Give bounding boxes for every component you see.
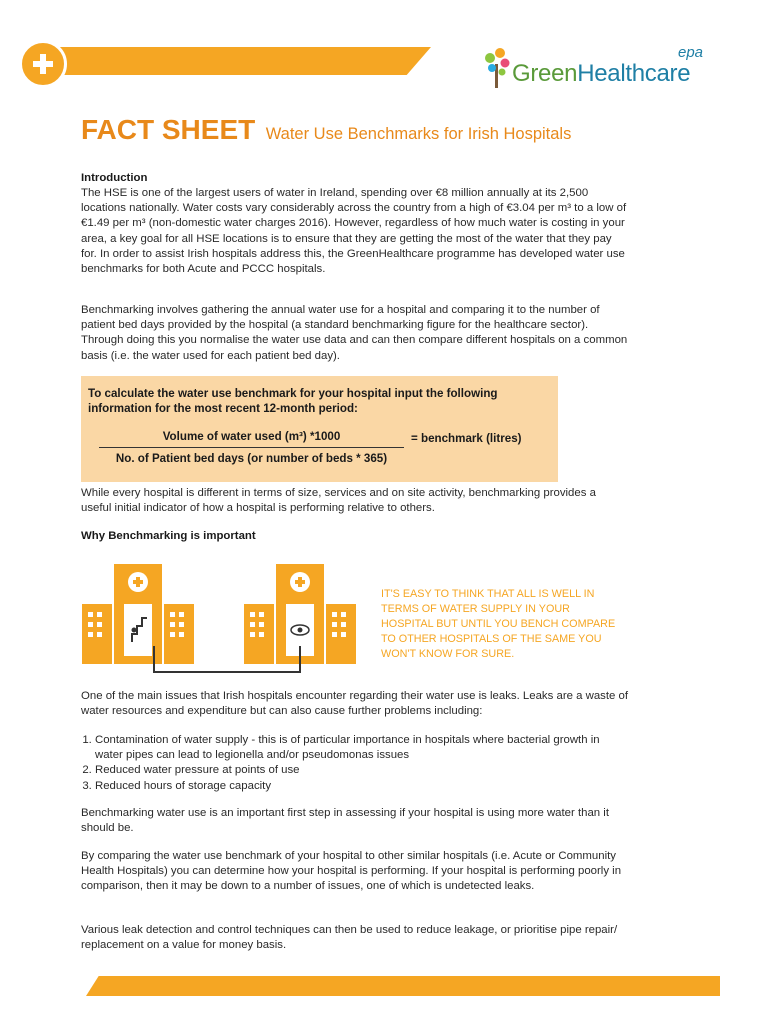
list-item: 2. Reduced water pressure at points of use (95, 763, 629, 778)
logo-wordmark: GreenHealthcare (512, 60, 691, 87)
compare-paragraph: By comparing the water use benchmark of your hospital to other similar hospitals (i.e. Acute or Community Health Hospitals) you can determine how your hospital is performing. If your hospital is performing poorly in comparison, then it may be down to a number of issues, one of which is undetected leaks. (81, 850, 622, 893)
medical-plus-icon (19, 40, 67, 88)
header-stripe (26, 47, 431, 75)
formula-result: = benchmark (litres) (411, 432, 522, 445)
intro-heading: Introduction (81, 172, 148, 184)
page-title-row (81, 114, 571, 146)
epa-logo-text: epa (678, 44, 704, 61)
issues-intro-paragraph: One of the main issues that Irish hospitals encounter regarding their water use is leaks. Leaks are a waste of water resources and expenditure but can also cause further problems including: (81, 690, 629, 718)
benchmark-formula-box (81, 376, 558, 482)
after-formula-paragraph: While every hospital is different in terms of size, services and on site activity, benchmarking provides a useful initial indicator of how a hospital is performing relative to others. (81, 487, 596, 515)
formula-intro: To calculate the water use benchmark for your hospital input the following information for the most recent 12-month period: (88, 387, 498, 415)
hospitals-illustration (82, 560, 372, 682)
page-title: FACT SHEET (81, 114, 256, 145)
list-item: 1. Contamination of water supply - this is of particular importance in hospitals where bacterial growth in water pipes can lead to legionella and/or pseudomonas issues (95, 733, 629, 763)
footer-stripe (86, 976, 720, 996)
greenhealthcare-logo (482, 44, 712, 90)
why-heading: Why Benchmarking is important (81, 530, 256, 542)
callout-text: IT'S EASY TO THINK THAT ALL IS WELL IN TERMS OF WATER SUPPLY IN YOUR HOSPITAL BUT UNTIL YOU BENCH COMPARE TO OTHER HOSPITALS OF THE SAME YOU WON'T KNOW FOR SURE. (381, 588, 616, 660)
intro-paragraph-1: The HSE is one of the largest users of water in Ireland, spending over €8 million annually at its 2,500 locations nationally. Water costs vary considerably across the country from a high of €3.04 per m³ to a low of €1.49 per m³ (non-domestic water charges 2016). However, regardless of how much water is costing in your area, a key goal for all HSE locations is to ensure that they are getting the most of the water that they pay for. In order to assist Irish hospitals address this, the GreenHealthcare programme has developed water use benchmarks for both Acute and PCCC hospitals. (81, 187, 627, 276)
formula-denominator: No. of Patient bed days (or number of beds * 365) (115, 452, 388, 465)
leak-detection-paragraph: Various leak detection and control techniques can then be used to reduce leakage, or prioritise pipe repair/ replacement on a value for money basis. (81, 924, 618, 952)
intro-paragraph-2: Benchmarking involves gathering the annual water use for a hospital and comparing it to the number of patient bed days provided by the hospital (a standard benchmarking figure for the healthcare sector). Through doing this you normalise the water use data and can then compare different hospitals on a common basis (i.e. the water used for each patient bed day). (81, 304, 628, 362)
first-step-paragraph: Benchmarking water use is an important first step in assessing if your hospital is using more water than it should be. (81, 807, 610, 835)
page-subtitle: Water Use Benchmarks for Irish Hospitals (265, 125, 572, 143)
tree-logo-icon (482, 46, 512, 88)
hospital-building-left-icon (82, 564, 194, 664)
list-item: 3. Reduced hours of storage capacity (95, 779, 629, 794)
formula-numerator: Volume of water used (m³) *1000 (99, 430, 404, 448)
issues-list (81, 733, 629, 794)
